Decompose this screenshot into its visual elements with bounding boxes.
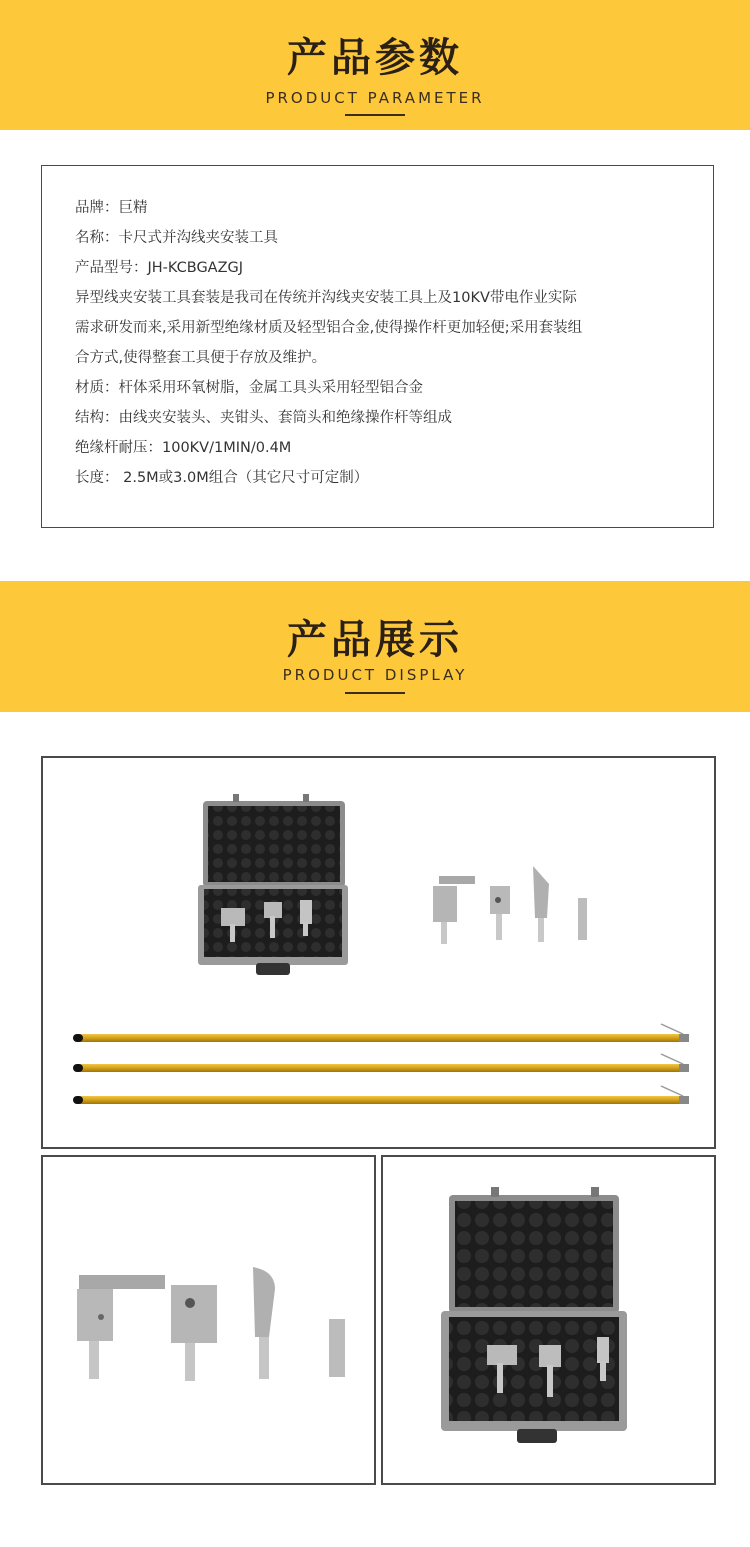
tool-case-open — [198, 794, 348, 975]
product-photo-case — [381, 1155, 716, 1485]
parameter-box — [41, 165, 714, 528]
case-lid — [449, 1187, 619, 1313]
param-length: 长度： 2.5M或3.0M组合（其它尺寸可定制） — [75, 470, 369, 486]
display-title: 产品展示 — [287, 617, 463, 663]
display-banner — [0, 581, 750, 712]
case-base — [441, 1311, 627, 1443]
param-name: 名称：卡尺式并沟线夹安装工具 — [75, 230, 278, 246]
clamp-install-head — [77, 1275, 165, 1379]
insulated-poles — [73, 1024, 689, 1104]
tool-heads-group — [433, 866, 587, 944]
param-desc-2: 需求研发而来,采用新型绝缘材质及轻型铝合金,使得操作杆更加轻便;采用套装组 — [75, 320, 583, 336]
full-set-illustration — [43, 758, 714, 1147]
display-subtitle: PRODUCT DISPLAY — [282, 666, 468, 684]
parameter-underline — [345, 114, 405, 116]
parameter-lines — [75, 193, 690, 493]
param-voltage: 绝缘杆耐压：100KV/1MIN/0.4M — [75, 440, 292, 456]
param-structure: 结构：由线夹安装头、夹钳头、套筒头和绝缘操作杆等组成 — [75, 410, 452, 426]
param-desc-1: 异型线夹安装工具套装是我司在传统并沟线夹安装工具上及10KV带电作业实际 — [75, 290, 577, 306]
case-illustration — [383, 1157, 714, 1483]
tool-heads-illustration — [43, 1157, 374, 1483]
param-desc-3: 合方式,使得整套工具便于存放及维护。 — [75, 350, 327, 366]
socket-head — [329, 1319, 345, 1377]
display-underline — [345, 692, 405, 694]
parameter-title: 产品参数 — [287, 35, 463, 81]
parameter-banner — [0, 0, 750, 130]
param-brand: 品牌：巨精 — [75, 200, 148, 216]
clamp-jaw-head — [171, 1285, 217, 1381]
product-photo-tool-heads — [41, 1155, 376, 1485]
param-material: 材质：杆体采用环氧树脂，金属工具头采用轻型铝合金 — [75, 380, 423, 396]
parameter-subtitle: PRODUCT PARAMETER — [265, 89, 485, 107]
product-photo-full-set — [41, 756, 716, 1149]
param-model: 产品型号：JH-KCBGAZGJ — [75, 260, 244, 276]
cutter-head — [253, 1267, 275, 1379]
